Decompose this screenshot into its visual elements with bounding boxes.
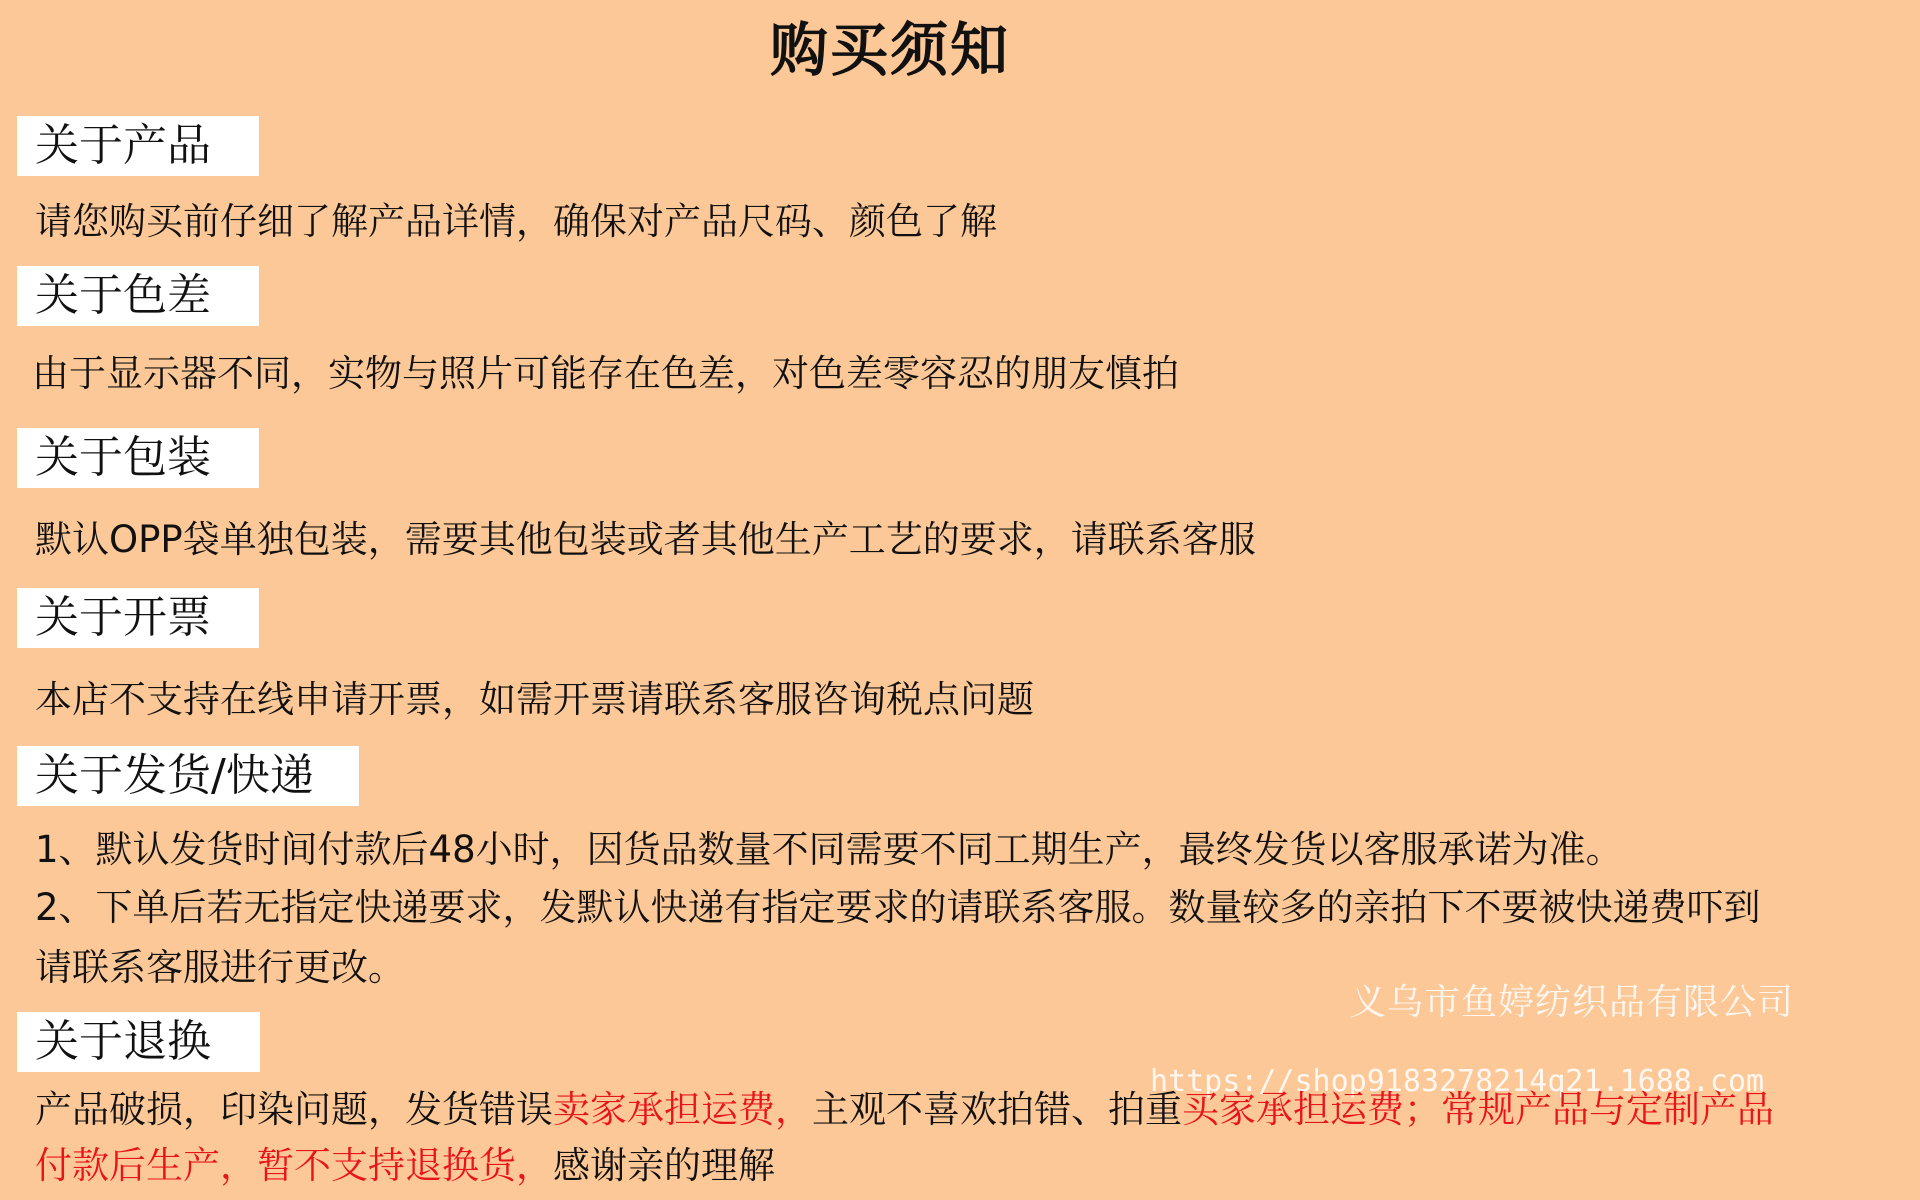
page-title: 购买须知 <box>769 16 1010 84</box>
section-text-shipping-line2: 2、下单后若无指定快递要求，发默认快递有指定要求的请联系客服。数量较多的亲拍下不要被快递费吓到 <box>35 886 1761 929</box>
returns-text-no-returns: 付款后生产，暂不支持退换货， <box>35 1144 553 1187</box>
section-text-returns-line1 <box>35 1084 1774 1136</box>
section-text-packaging: 默认OPP袋单独包装，需要其他包装或者其他生产工艺的要求，请联系客服 <box>35 518 1256 561</box>
watermark-url: https://shop9183278214q21.1688.com <box>1150 1064 1765 1099</box>
returns-text-seller-pays: 卖家承担运费， <box>553 1088 812 1131</box>
section-header-product: 关于产品 <box>17 116 259 176</box>
section-text-color: 由于显示器不同，实物与照片可能存在色差，对色差零容忍的朋友慎拍 <box>32 352 1179 395</box>
section-header-shipping: 关于发货/快递 <box>17 746 359 806</box>
section-text-returns-line2 <box>35 1140 775 1192</box>
section-header-returns: 关于退换 <box>17 1012 260 1072</box>
returns-text-part1: 产品破损，印染问题，发货错误 <box>35 1088 553 1131</box>
section-header-invoice: 关于开票 <box>17 588 259 648</box>
returns-text-thanks: 感谢亲的理解 <box>553 1144 775 1187</box>
section-header-packaging: 关于包装 <box>17 428 259 488</box>
watermark-company: 义乌市鱼婷纺织品有限公司 <box>1350 982 1795 1023</box>
returns-text-part3: 主观不喜欢拍错、拍重 <box>812 1088 1182 1131</box>
section-header-color: 关于色差 <box>17 266 259 326</box>
section-text-shipping-line3: 请联系客服进行更改。 <box>35 946 405 989</box>
section-text-invoice: 本店不支持在线申请开票，如需开票请联系客服咨询税点问题 <box>35 678 1034 721</box>
section-text-shipping-line1: 1、默认发货时间付款后48小时，因货品数量不同需要不同工期生产，最终发货以客服承诺为准。 <box>35 828 1623 871</box>
section-text-product: 请您购买前仔细了解产品详情，确保对产品尺码、颜色了解 <box>35 200 997 243</box>
returns-text-buyer-pays: 买家承担运费；常规产品与定制产品 <box>1182 1088 1774 1131</box>
